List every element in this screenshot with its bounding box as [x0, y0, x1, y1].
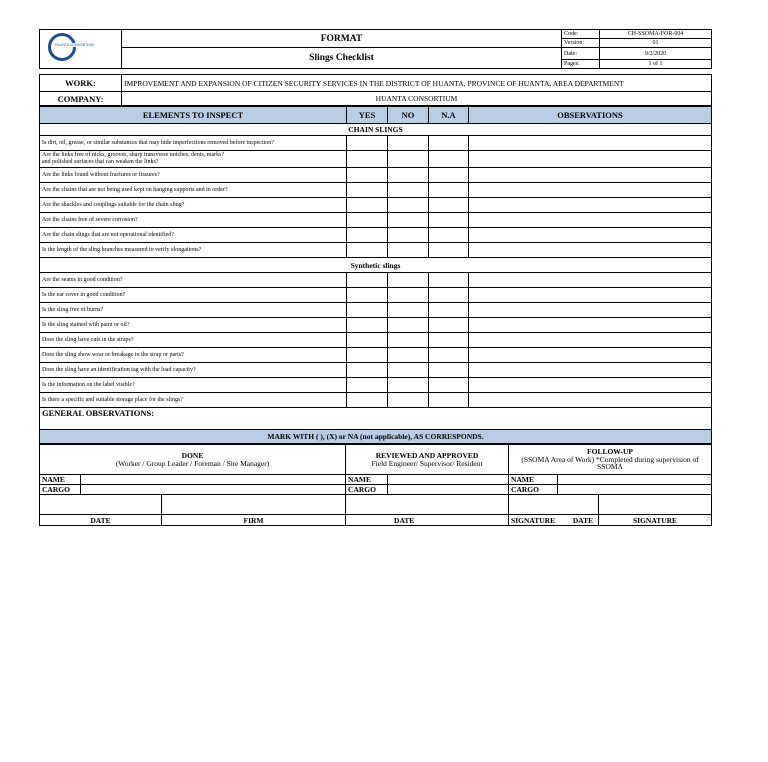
checklist-row — [40, 213, 712, 228]
observation-cell[interactable] — [469, 213, 712, 228]
no-cell[interactable] — [388, 288, 429, 303]
na-cell[interactable] — [429, 303, 469, 318]
code-label: Code: — [562, 30, 600, 39]
no-cell[interactable] — [388, 273, 429, 288]
done-name-label: NAME — [40, 475, 81, 485]
page-title: Slings Checklist — [122, 48, 562, 69]
observation-cell[interactable] — [469, 243, 712, 258]
inspection-item: Are the links found without fractures or fissures? — [40, 168, 347, 183]
done-name-field[interactable] — [81, 475, 346, 485]
elements-header: ELEMENTS TO INSPECT — [40, 107, 347, 124]
done-cargo-label: CARGO — [40, 485, 81, 495]
code-value: CH-SSOMA-FOR-004 — [600, 30, 712, 39]
inspection-item: Is the information on the label visible? — [40, 378, 347, 393]
follow-cargo-label: CARGO — [509, 485, 558, 495]
checklist-row — [40, 273, 712, 288]
follow-up-subtitle: (SSOMA Area of Work) *Completed during supervision of SSOMA — [521, 454, 699, 472]
observation-cell[interactable] — [469, 183, 712, 198]
yes-cell[interactable] — [347, 318, 388, 333]
follow-signature-field[interactable] — [599, 495, 712, 515]
done-date-label: DATE — [40, 515, 162, 526]
pages-label: Pages: — [562, 60, 600, 69]
na-cell[interactable] — [429, 333, 469, 348]
reviewed-title: REVIEWED AND APPROVED — [375, 450, 479, 460]
yes-cell[interactable] — [347, 348, 388, 363]
yes-cell[interactable] — [347, 213, 388, 228]
inspection-item: Are the seams in good condition? — [40, 273, 347, 288]
inspection-item: Does the sling show wear or breakage in the strap or parts? — [40, 348, 347, 363]
inspection-item: Is the sling stained with paint or oil? — [40, 318, 347, 333]
checklist-sheet — [39, 29, 711, 526]
reviewed-cargo-label: CARGO — [346, 485, 388, 495]
yes-cell[interactable] — [347, 151, 388, 168]
na-header: N.A — [429, 107, 469, 124]
yes-cell[interactable] — [347, 136, 388, 151]
inspection-item: Does the sling have cuts in the straps? — [40, 333, 347, 348]
inspection-item: Is the length of the sling branches measured to verify elongations? — [40, 243, 347, 258]
yes-header: YES — [347, 107, 388, 124]
checklist-row — [40, 168, 712, 183]
company-logo — [40, 30, 122, 69]
no-header: NO — [388, 107, 429, 124]
section-title: CHAIN SLINGS — [40, 124, 712, 136]
inspection-item: Is there a specific and suitable storage place for the slings? — [40, 393, 347, 408]
na-cell[interactable] — [429, 168, 469, 183]
na-cell[interactable] — [429, 183, 469, 198]
na-cell[interactable] — [429, 288, 469, 303]
na-cell[interactable] — [429, 136, 469, 151]
follow-up-title: FOLLOW-UP — [587, 446, 634, 456]
mark-with-instruction: MARK WITH ( ), (X) or NA (not applicable), AS CORRESPONDS. — [40, 430, 712, 444]
observation-cell[interactable] — [469, 273, 712, 288]
logo-ring-icon — [48, 33, 76, 61]
done-cargo-field[interactable] — [81, 485, 346, 495]
no-cell[interactable] — [388, 363, 429, 378]
reviewed-date-field[interactable] — [346, 495, 509, 515]
no-cell[interactable] — [388, 168, 429, 183]
observation-cell[interactable] — [469, 168, 712, 183]
done-subtitle: (Worker / Group Leader / Foreman / Site Manager) — [115, 458, 270, 468]
checklist-row — [40, 136, 712, 151]
na-cell[interactable] — [429, 348, 469, 363]
work-value: IMPROVEMENT AND EXPANSION OF CITIZEN SECURITY SERVICES IN THE DISTRICT OF HUANTA, PROVINCE OF HUANTA, AREA DEPARTMENT — [122, 75, 712, 92]
observation-cell[interactable] — [469, 393, 712, 408]
yes-cell[interactable] — [347, 198, 388, 213]
done-date-field[interactable] — [40, 495, 162, 515]
observation-cell[interactable] — [469, 348, 712, 363]
checklist-row — [40, 228, 712, 243]
checklist-row — [40, 378, 712, 393]
yes-cell[interactable] — [347, 168, 388, 183]
section-title: Synthetic slings — [40, 258, 712, 273]
na-cell[interactable] — [429, 378, 469, 393]
header-table — [39, 29, 712, 69]
work-label: WORK: — [40, 75, 122, 92]
observation-cell[interactable] — [469, 318, 712, 333]
no-cell[interactable] — [388, 136, 429, 151]
no-cell[interactable] — [388, 348, 429, 363]
yes-cell[interactable] — [347, 243, 388, 258]
observation-cell[interactable] — [469, 378, 712, 393]
inspection-item: Are the links free of nicks, grooves, sharp transverse notches, dents, marks? and polished surfaces that can weaken the links? — [40, 151, 347, 168]
yes-cell[interactable] — [347, 363, 388, 378]
date-value: 9/2/2020 — [600, 48, 712, 60]
observation-cell[interactable] — [469, 303, 712, 318]
no-cell[interactable] — [388, 243, 429, 258]
version-value: 01 — [600, 39, 712, 48]
inspection-item: Is dirt, oil, grease, or similar substances that may hide imperfections removed before inspection? — [40, 136, 347, 151]
checklist-row — [40, 393, 712, 408]
inspection-item: Does the sling have an identification tag with the load capacity? — [40, 363, 347, 378]
reviewed-name-label: NAME — [346, 475, 388, 485]
no-cell[interactable] — [388, 198, 429, 213]
checklist-row — [40, 363, 712, 378]
checklist-row — [40, 151, 712, 168]
reviewed-cargo-field[interactable] — [388, 485, 509, 495]
observation-cell[interactable] — [469, 363, 712, 378]
observation-cell[interactable] — [469, 136, 712, 151]
yes-cell[interactable] — [347, 378, 388, 393]
yes-cell[interactable] — [347, 333, 388, 348]
version-label: Version: — [562, 39, 600, 48]
follow-date-label: DATE — [572, 515, 594, 525]
done-firm-field[interactable] — [162, 495, 346, 515]
no-cell[interactable] — [388, 183, 429, 198]
checklist-row — [40, 333, 712, 348]
reviewed-date-label: DATE — [346, 515, 509, 526]
column-header-row — [40, 107, 712, 124]
no-cell[interactable] — [388, 393, 429, 408]
company-label: COMPANY: — [40, 92, 122, 106]
inspection-item: Are the chains free of severe corrosion? — [40, 213, 347, 228]
inspection-item: Are the shackles and couplings suitable for the chain sling? — [40, 198, 347, 213]
no-cell[interactable] — [388, 151, 429, 168]
na-cell[interactable] — [429, 198, 469, 213]
observation-cell[interactable] — [469, 198, 712, 213]
na-cell[interactable] — [429, 228, 469, 243]
observation-cell[interactable] — [469, 228, 712, 243]
no-cell[interactable] — [388, 303, 429, 318]
signoff-table — [39, 444, 712, 526]
yes-cell[interactable] — [347, 393, 388, 408]
inspection-item: Are the chains that are not being used kept on hanging supports and in order? — [40, 183, 347, 198]
checklist-row — [40, 303, 712, 318]
checklist-table — [39, 106, 712, 444]
yes-cell[interactable] — [347, 228, 388, 243]
observation-cell[interactable] — [469, 151, 712, 168]
checklist-row — [40, 183, 712, 198]
na-cell[interactable] — [429, 318, 469, 333]
yes-cell[interactable] — [347, 273, 388, 288]
no-cell[interactable] — [388, 213, 429, 228]
logo-text: HUANTA CONSORTIUM — [55, 43, 94, 47]
company-value: HUANTA CONSORTIUM — [122, 92, 712, 106]
na-cell[interactable] — [429, 273, 469, 288]
follow-date-field[interactable] — [509, 495, 599, 515]
inspection-item: Is the ear cover in good condition? — [40, 288, 347, 303]
reviewed-signature-label: SIGNATURE — [511, 515, 556, 525]
done-firm-label: FIRM — [162, 515, 346, 526]
checklist-row — [40, 318, 712, 333]
na-cell[interactable] — [429, 363, 469, 378]
checklist-row — [40, 348, 712, 363]
yes-cell[interactable] — [347, 183, 388, 198]
yes-cell[interactable] — [347, 288, 388, 303]
reviewed-block — [346, 445, 509, 475]
follow-signature-label: SIGNATURE — [599, 515, 712, 526]
pages-value: 1 of 1 — [600, 60, 712, 69]
checklist-row — [40, 198, 712, 213]
checklist-row — [40, 288, 712, 303]
general-observations-label[interactable]: GENERAL OBSERVATIONS: — [40, 408, 712, 430]
no-cell[interactable] — [388, 228, 429, 243]
checklist-row — [40, 243, 712, 258]
follow-name-label: NAME — [509, 475, 558, 485]
reviewed-subtitle: Field Engineer/ Supervisor/ Resident — [371, 458, 483, 468]
no-cell[interactable] — [388, 378, 429, 393]
observation-cell[interactable] — [469, 288, 712, 303]
na-cell[interactable] — [429, 151, 469, 168]
follow-up-block — [509, 445, 712, 475]
reviewed-signature-and-follow-date — [509, 515, 599, 526]
inspection-item: Are the chain slings that are not operational identified? — [40, 228, 347, 243]
no-cell[interactable] — [388, 333, 429, 348]
reviewed-name-field[interactable] — [388, 475, 509, 485]
observations-header: OBSERVATIONS — [469, 107, 712, 124]
done-block — [40, 445, 346, 475]
inspection-item: Is the sling free of burns? — [40, 303, 347, 318]
format-label: FORMAT — [122, 30, 562, 48]
na-cell[interactable] — [429, 213, 469, 228]
yes-cell[interactable] — [347, 303, 388, 318]
na-cell[interactable] — [429, 243, 469, 258]
follow-cargo-field[interactable] — [558, 485, 712, 495]
observation-cell[interactable] — [469, 333, 712, 348]
date-label: Date: — [562, 48, 600, 60]
na-cell[interactable] — [429, 393, 469, 408]
no-cell[interactable] — [388, 318, 429, 333]
done-title: DONE — [181, 450, 204, 460]
follow-name-field[interactable] — [558, 475, 712, 485]
work-table — [39, 74, 712, 106]
